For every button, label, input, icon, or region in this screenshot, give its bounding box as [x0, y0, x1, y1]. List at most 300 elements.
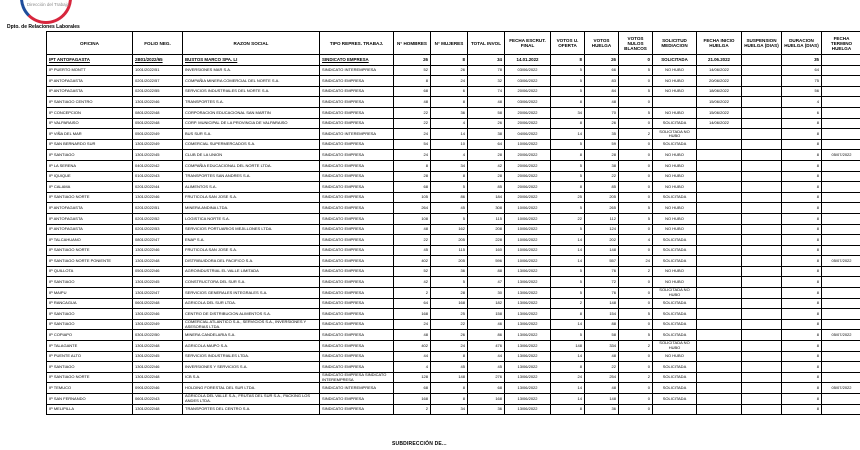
cell-votos-huelga: 148	[585, 245, 619, 256]
cell-votos-nulos-blancos: 5	[619, 213, 653, 224]
cell-suspension-huelga	[742, 150, 782, 161]
cell-total-invol: 44	[468, 351, 505, 362]
cell-tipo-repres-trabaj: SINDICATO INTEREMPRESA	[320, 383, 394, 394]
cell-n-hombres: 64	[394, 298, 431, 309]
cell-fecha-inicio-huelga	[697, 139, 742, 150]
cell-fecha-termino-huelga	[822, 171, 860, 182]
cell-n-mujeres: 86	[431, 192, 468, 203]
cell-folio-neg: 0501/2022/46	[133, 266, 183, 277]
cell-duracion-huelga: 4	[782, 97, 822, 108]
cell-tipo-repres-trabaj: SINDICATO EMPRESA	[320, 213, 394, 224]
cell-tipo-repres-trabaj: SINDICATO EMPRESA	[320, 309, 394, 320]
cell-n-hombres: 48	[394, 97, 431, 108]
cell-n-mujeres: 36	[431, 107, 468, 118]
header-n-mujeres: N° MUJERES	[431, 32, 468, 55]
cell-folio-neg: 1301/2022/46	[133, 362, 183, 373]
cell-fecha-escrut-final: 20/06/2022	[505, 107, 551, 118]
cell-duracion-huelga: 8	[782, 309, 822, 320]
cell-folio-neg: 1301/2022/46	[133, 192, 183, 203]
cell-fecha-escrut-final: 13/06/2022	[505, 266, 551, 277]
cell-fecha-escrut-final: 13/06/2022	[505, 351, 551, 362]
cell-tipo-repres-trabaj: SINDICATO EMPRESA	[320, 203, 394, 214]
header-tipo-repres-trabaj: TIPO REPRES. TRABAJ.	[320, 32, 394, 55]
cell-fecha-inicio-huelga	[697, 383, 742, 394]
cell-n-hombres: 22	[394, 235, 431, 246]
cell-n-hombres: 22	[394, 107, 431, 118]
cell-duracion-huelga: 8	[782, 118, 822, 129]
header-total-invol: TOTAL INVOL	[468, 32, 505, 55]
cell-n-mujeres: 5	[431, 182, 468, 193]
cell-votos-nulos-blancos: 5	[619, 86, 653, 97]
cell-total-invol: 45	[468, 362, 505, 373]
cell-duracion-huelga: 8	[782, 213, 822, 224]
cell-votos-u-oferta: 8	[551, 55, 585, 66]
cell-duracion-huelga: 8	[782, 404, 822, 415]
cell-fecha-escrut-final: 13/06/2022	[505, 341, 551, 352]
cell-votos-u-oferta: 148	[551, 341, 585, 352]
cell-fecha-inicio-huelga	[697, 404, 742, 415]
cell-votos-u-oferta: 5	[551, 171, 585, 182]
cell-n-hombres: 8	[394, 160, 431, 171]
cell-folio-neg: 0301/2022/50	[133, 330, 183, 341]
cell-n-mujeres: 10	[431, 139, 468, 150]
cell-fecha-escrut-final: 20/06/2022	[505, 171, 551, 182]
cell-oficina: IP IQUIQUE	[47, 171, 133, 182]
cell-tipo-repres-trabaj: SINDICATO EMPRESA	[320, 192, 394, 203]
cell-votos-huelga: 112	[585, 213, 619, 224]
cell-oficina: IP RANCAGUA	[47, 298, 133, 309]
cell-votos-huelga: 265	[585, 203, 619, 214]
cell-oficina: IP CALAMA	[47, 182, 133, 193]
cell-fecha-inicio-huelga	[697, 160, 742, 171]
table-row	[47, 129, 860, 140]
cell-votos-nulos-blancos: 0	[619, 55, 653, 66]
cell-razon-social: INVERSIONES MAR S.A.	[183, 65, 320, 76]
cell-n-hombres: 168	[394, 309, 431, 320]
table-row	[47, 372, 860, 383]
cell-fecha-inicio-huelga: 15/06/2022	[697, 97, 742, 108]
table-row	[47, 277, 860, 288]
cell-razon-social: CORP. MUNICIPAL DE LA PROVINCIA DE VALPARAISO	[183, 118, 320, 129]
cell-votos-nulos-blancos: 0	[619, 182, 653, 193]
cell-tipo-repres-trabaj: SINDICATO EMPRESA	[320, 245, 394, 256]
cell-solicitud-mediacion: SOLICITADA	[653, 330, 697, 341]
cell-tipo-repres-trabaj: SINDICATO EMPRESA	[320, 298, 394, 309]
footer-label: SUBDIRECCIÓN DE...	[392, 441, 447, 447]
cell-votos-huelga: 35	[585, 129, 619, 140]
cell-votos-huelga: 124	[585, 224, 619, 235]
cell-votos-huelga: 202	[585, 235, 619, 246]
cell-razon-social: SERVICIOS GENERALES INTEGRALES S.A.	[183, 288, 320, 299]
cell-fecha-escrut-final: 13/06/2022	[505, 298, 551, 309]
cell-solicitud-mediacion: SOLICITADA	[653, 192, 697, 203]
cell-tipo-repres-trabaj: SINDICATO EMPRESA	[320, 266, 394, 277]
table-row	[47, 76, 860, 87]
cell-votos-nulos-blancos: 0	[619, 150, 653, 161]
cell-n-hombres: 42	[394, 277, 431, 288]
table-row	[47, 203, 860, 214]
cell-tipo-repres-trabaj: SINDICATO EMPRESA	[320, 107, 394, 118]
cell-fecha-termino-huelga: 05/07/2022	[822, 256, 860, 267]
header-n-hombres: N° HOMBRES	[394, 32, 431, 55]
cell-fecha-inicio-huelga	[697, 203, 742, 214]
table-row	[47, 182, 860, 193]
cell-votos-u-oferta: 8	[551, 309, 585, 320]
cell-votos-huelga: 38	[585, 160, 619, 171]
cell-solicitud-mediacion: NO HUBO	[653, 277, 697, 288]
cell-razon-social: CLUB DE LA UNION	[183, 150, 320, 161]
cell-votos-huelga: 70	[585, 107, 619, 118]
cell-votos-nulos-blancos: 4	[619, 235, 653, 246]
cell-total-invol: 26	[468, 118, 505, 129]
cell-oficina: IP TALAGANTE	[47, 341, 133, 352]
cell-votos-u-oferta: 5	[551, 266, 585, 277]
cell-n-hombres: 26	[394, 55, 431, 66]
cell-votos-u-oferta: 8	[551, 182, 585, 193]
table-row	[47, 330, 860, 341]
table-row	[47, 213, 860, 224]
cell-fecha-termino-huelga	[822, 76, 860, 87]
cell-votos-u-oferta: 14	[551, 245, 585, 256]
cell-fecha-escrut-final: 10/06/2022	[505, 245, 551, 256]
cell-solicitud-mediacion: SOLICITADA	[653, 383, 697, 394]
cell-solicitud-mediacion: SOLICITADA	[653, 55, 697, 66]
cell-solicitud-mediacion: SOLICITADA	[653, 256, 697, 267]
cell-razon-social: ALIMENTOS S.A.	[183, 182, 320, 193]
cell-fecha-inicio-huelga	[697, 245, 742, 256]
cell-fecha-escrut-final: 10/06/2022	[505, 235, 551, 246]
cell-suspension-huelga	[742, 118, 782, 129]
cell-razon-social: DISTRIBUIDORA DEL PACIFICO S.A.	[183, 256, 320, 267]
cell-votos-nulos-blancos: 0	[619, 404, 653, 415]
cell-fecha-escrut-final: 04/06/2022	[505, 129, 551, 140]
cell-fecha-escrut-final: 03/06/2022	[505, 97, 551, 108]
cell-fecha-inicio-huelga: 20/06/2022	[697, 76, 742, 87]
cell-fecha-termino-huelga	[822, 245, 860, 256]
cell-total-invol: 64	[468, 139, 505, 150]
table-row	[47, 362, 860, 373]
cell-votos-nulos-blancos: 0	[619, 76, 653, 87]
cell-tipo-repres-trabaj: SINDICATO EMPRESA	[320, 256, 394, 267]
cell-suspension-huelga	[742, 341, 782, 352]
cell-tipo-repres-trabaj: SINDICATO EMPRESA	[320, 139, 394, 150]
table-row	[47, 86, 860, 97]
table-row	[47, 288, 860, 299]
table-row	[47, 256, 860, 267]
cell-fecha-inicio-huelga	[697, 171, 742, 182]
cell-oficina: IP SANTIAGO	[47, 319, 133, 330]
cell-oficina: IP TALCAHUANO	[47, 235, 133, 246]
cell-votos-nulos-blancos: 2	[619, 266, 653, 277]
cell-fecha-escrut-final: 10/06/2022	[505, 139, 551, 150]
cell-n-mujeres: 22	[431, 319, 468, 330]
table-row	[47, 383, 860, 394]
cell-total-invol: 30	[468, 288, 505, 299]
cell-tipo-repres-trabaj: SINDICATO EMPRESA	[320, 235, 394, 246]
cell-fecha-termino-huelga	[822, 213, 860, 224]
cell-razon-social: AGRICOLA MAIPO S.A.	[183, 341, 320, 352]
cell-votos-huelga: 148	[585, 298, 619, 309]
cell-fecha-termino-huelga	[822, 55, 860, 66]
cell-total-invol: 596	[468, 256, 505, 267]
cell-solicitud-mediacion: SOLICITADA	[653, 245, 697, 256]
cell-solicitud-mediacion: NO HUBO	[653, 224, 697, 235]
cell-suspension-huelga	[742, 362, 782, 373]
cell-votos-huelga: 76	[585, 288, 619, 299]
cell-votos-nulos-blancos: 0	[619, 277, 653, 288]
cell-fecha-escrut-final: 13/06/2022	[505, 319, 551, 330]
cell-duracion-huelga: 8	[782, 298, 822, 309]
strike-negotiations-table	[46, 31, 860, 415]
cell-votos-huelga: 48	[585, 97, 619, 108]
cell-duracion-huelga: 8	[782, 256, 822, 267]
cell-votos-nulos-blancos: 0	[619, 288, 653, 299]
cell-total-invol: 168	[468, 394, 505, 405]
cell-razon-social: COMPAÑIA EDUCACIONAL DEL NORTE LTDA.	[183, 160, 320, 171]
cell-fecha-termino-huelga	[822, 266, 860, 277]
cell-duracion-huelga: 6	[782, 107, 822, 118]
cell-oficina: IP SANTIAGO NORTE	[47, 372, 133, 383]
cell-votos-u-oferta: 8	[551, 362, 585, 373]
cell-n-mujeres: 205	[431, 235, 468, 246]
cell-razon-social: AGROINDUSTRIAL EL VALLE LIMITADA	[183, 266, 320, 277]
cell-fecha-inicio-huelga	[697, 309, 742, 320]
cell-n-hombres: 45	[394, 245, 431, 256]
cell-tipo-repres-trabaj: SINDICATO EMPRESA SINDICATO INTEREMPRESA	[320, 372, 394, 383]
cell-n-mujeres: 45	[431, 203, 468, 214]
cell-oficina: IP VIÑA DEL MAR	[47, 129, 133, 140]
cell-solicitud-mediacion: SOLICITADA NO HUBO	[653, 288, 697, 299]
header-votos-nulos-blancos: VOTOS NULOS BLANCOS	[619, 32, 653, 55]
cell-total-invol: 34	[468, 55, 505, 66]
cell-votos-nulos-blancos: 0	[619, 245, 653, 256]
cell-solicitud-mediacion	[653, 404, 697, 415]
cell-fecha-termino-huelga	[822, 139, 860, 150]
cell-votos-u-oferta: 8	[551, 118, 585, 129]
table-row	[47, 107, 860, 118]
table-row	[47, 65, 860, 76]
cell-total-invol: 32	[468, 76, 505, 87]
cell-votos-u-oferta: 14	[551, 235, 585, 246]
cell-total-invol: 86	[468, 330, 505, 341]
cell-votos-nulos-blancos: 0	[619, 298, 653, 309]
table-row	[47, 298, 860, 309]
cell-duracion-huelga: 35	[782, 55, 822, 66]
cell-votos-nulos-blancos: 0	[619, 97, 653, 108]
table-row	[47, 171, 860, 182]
table-body	[47, 55, 860, 415]
cell-folio-neg: 0501/2022/48	[133, 118, 183, 129]
cell-votos-nulos-blancos: 5	[619, 309, 653, 320]
cell-fecha-escrut-final: 20/06/2022	[505, 160, 551, 171]
cell-solicitud-mediacion: NO HUBO	[653, 171, 697, 182]
cell-razon-social: BUSTOS MARCO SPA. LI	[183, 55, 320, 66]
cell-duracion-huelga: 8	[782, 277, 822, 288]
cell-suspension-huelga	[742, 266, 782, 277]
table-row	[47, 160, 860, 171]
cell-suspension-huelga	[742, 160, 782, 171]
header-solicitud-mediacion: SOLICITUD MEDIACION	[653, 32, 697, 55]
cell-votos-huelga: 84	[585, 86, 619, 97]
cell-tipo-repres-trabaj: SINDICATO EMPRESA	[320, 224, 394, 235]
cell-total-invol: 308	[468, 203, 505, 214]
cell-n-hombres: 264	[394, 203, 431, 214]
cell-fecha-termino-huelga	[822, 319, 860, 330]
cell-n-hombres: 24	[394, 129, 431, 140]
cell-votos-u-oferta: 5	[551, 277, 585, 288]
cell-fecha-termino-huelga	[822, 107, 860, 118]
cell-tipo-repres-trabaj: SINDICATO EMPRESA	[320, 150, 394, 161]
cell-n-hombres: 52	[394, 266, 431, 277]
cell-votos-u-oferta: 24	[551, 372, 585, 383]
cell-tipo-repres-trabaj: SINDICATO EMPRESA	[320, 86, 394, 97]
cell-duracion-huelga: 8	[782, 182, 822, 193]
cell-total-invol: 184	[468, 192, 505, 203]
cell-suspension-huelga	[742, 309, 782, 320]
cell-total-invol: 78	[468, 65, 505, 76]
cell-votos-huelga: 88	[585, 319, 619, 330]
cell-tipo-repres-trabaj: SINDICATO EMPRESA	[320, 288, 394, 299]
cell-duracion-huelga: 8	[782, 245, 822, 256]
header-duracion-huelga: DURACION HUELGA (DIAS)	[782, 32, 822, 55]
cell-duracion-huelga: 8	[782, 235, 822, 246]
cell-fecha-termino-huelga	[822, 362, 860, 373]
cell-oficina: IP PUERTO MONTT	[47, 65, 133, 76]
cell-suspension-huelga	[742, 213, 782, 224]
cell-n-hombres: 4	[394, 362, 431, 373]
cell-votos-huelga: 148	[585, 394, 619, 405]
cell-votos-huelga: 205	[585, 192, 619, 203]
cell-suspension-huelga	[742, 256, 782, 267]
cell-n-mujeres: 162	[431, 224, 468, 235]
cell-tipo-repres-trabaj: SINDICATO INTEREMPRESA	[320, 65, 394, 76]
cell-solicitud-mediacion: SOLICITADA	[653, 394, 697, 405]
cell-votos-huelga: 76	[585, 266, 619, 277]
cell-total-invol: 68	[468, 383, 505, 394]
cell-razon-social: FRUTICOLA SAN JOSE S.A.	[183, 245, 320, 256]
cell-fecha-termino-huelga	[822, 394, 860, 405]
cell-folio-neg: 0201/2022/52	[133, 213, 183, 224]
cell-votos-nulos-blancos: 5	[619, 203, 653, 214]
cell-fecha-escrut-final: 13/06/2022	[505, 277, 551, 288]
cell-votos-nulos-blancos: 0	[619, 171, 653, 182]
cell-fecha-termino-huelga	[822, 277, 860, 288]
cell-fecha-inicio-huelga	[697, 362, 742, 373]
cell-n-hombres: 68	[394, 182, 431, 193]
cell-total-invol: 88	[468, 266, 505, 277]
cell-duracion-huelga: 8	[782, 319, 822, 330]
cell-total-invol: 228	[468, 235, 505, 246]
cell-folio-neg: 1301/2022/48	[133, 256, 183, 267]
cell-folio-neg: 0201/2022/55	[133, 86, 183, 97]
cell-oficina: IP SANTIAGO	[47, 309, 133, 320]
cell-folio-neg: 1301/2022/46	[133, 309, 183, 320]
cell-n-hombres: 108	[394, 213, 431, 224]
cell-total-invol: 115	[468, 213, 505, 224]
cell-n-hombres: 28	[394, 171, 431, 182]
cell-fecha-inicio-huelga	[697, 192, 742, 203]
cell-tipo-repres-trabaj: SINDICATO INTEREMPRESA	[320, 129, 394, 140]
cell-oficina: IP SANTIAGO	[47, 150, 133, 161]
cell-suspension-huelga	[742, 404, 782, 415]
header-folio-neg: FOLIO NEG.	[133, 32, 183, 55]
cell-votos-u-oferta: 8	[551, 150, 585, 161]
cell-oficina: IP QUILLOTA	[47, 266, 133, 277]
cell-folio-neg: 1301/2022/46	[133, 97, 183, 108]
cell-fecha-termino-huelga	[822, 288, 860, 299]
cell-tipo-repres-trabaj: SINDICATO EMPRESA	[320, 341, 394, 352]
cell-votos-u-oferta: 5	[551, 224, 585, 235]
cell-n-hombres: 128	[394, 372, 431, 383]
cell-solicitud-mediacion: SOLICITADA	[653, 235, 697, 246]
cell-duracion-huelga: 8	[782, 330, 822, 341]
cell-fecha-escrut-final: 13/06/2022	[505, 404, 551, 415]
cell-votos-u-oferta: 8	[551, 404, 585, 415]
cell-votos-nulos-blancos: 2	[619, 372, 653, 383]
cell-suspension-huelga	[742, 86, 782, 97]
cell-duracion-huelga: 75	[782, 76, 822, 87]
cell-fecha-termino-huelga	[822, 298, 860, 309]
cell-fecha-termino-huelga	[822, 341, 860, 352]
cell-duracion-huelga: 8	[782, 341, 822, 352]
cell-oficina: IP PUENTE ALTO	[47, 351, 133, 362]
header-fecha-inicio-huelga: FECHA INICIO HUELGA	[697, 32, 742, 55]
cell-votos-huelga: 48	[585, 383, 619, 394]
cell-votos-nulos-blancos: 0	[619, 224, 653, 235]
cell-votos-u-oferta: 22	[551, 213, 585, 224]
cell-duracion-huelga: 8	[782, 266, 822, 277]
cell-suspension-huelga	[742, 129, 782, 140]
cell-oficina: IP CONCEPCION	[47, 107, 133, 118]
cell-fecha-escrut-final: 13/06/2022	[505, 394, 551, 405]
header-fecha-termino-huelga: FECHA TERMINO HUELGA	[822, 32, 860, 55]
cell-suspension-huelga	[742, 288, 782, 299]
cell-fecha-inicio-huelga	[697, 277, 742, 288]
cell-fecha-escrut-final: 10/06/2022	[505, 224, 551, 235]
cell-total-invol: 36	[468, 404, 505, 415]
cell-razon-social: SERVICIOS INDUSTRIALES LTDA.	[183, 351, 320, 362]
cell-votos-huelga: 22	[585, 362, 619, 373]
cell-oficina: IP SANTIAGO	[47, 277, 133, 288]
table-row	[47, 150, 860, 161]
cell-duracion-huelga: 8	[782, 288, 822, 299]
table-row	[47, 404, 860, 415]
cell-fecha-escrut-final: 14.01.2022	[505, 55, 551, 66]
cell-fecha-escrut-final: 10/06/2022	[505, 213, 551, 224]
cell-tipo-repres-trabaj: SINDICATO EMPRESA	[320, 55, 394, 66]
cell-n-mujeres: 4	[431, 118, 468, 129]
cell-razon-social: CORPORACION EDUCACIONAL SAN MARTIN	[183, 107, 320, 118]
cell-razon-social: CENTRO DE DISTRIBUCION ALIMENTOS S.A.	[183, 309, 320, 320]
cell-tipo-repres-trabaj: SINDICATO EMPRESA	[320, 171, 394, 182]
cell-solicitud-mediacion: NO HUBO	[653, 65, 697, 76]
cell-n-hombres: 44	[394, 351, 431, 362]
cell-tipo-repres-trabaj: SINDICATO EMPRESA	[320, 351, 394, 362]
cell-folio-neg: 0601/2022/48	[133, 298, 183, 309]
cell-duracion-huelga: 8	[782, 150, 822, 161]
cell-fecha-inicio-huelga	[697, 224, 742, 235]
cell-total-invol: 74	[468, 86, 505, 97]
logo-text: Dirección del Trabajo	[26, 2, 70, 7]
cell-n-mujeres: 148	[431, 372, 468, 383]
table-row	[47, 224, 860, 235]
cell-votos-nulos-blancos: 0	[619, 362, 653, 373]
cell-oficina: IP ANTOFAGASTA	[47, 203, 133, 214]
cell-tipo-repres-trabaj: SINDICATO EMPRESA	[320, 76, 394, 87]
header-votos-huelga: VOTOS HUELGA	[585, 32, 619, 55]
cell-votos-nulos-blancos: 0	[619, 394, 653, 405]
cell-duracion-huelga: 8	[782, 171, 822, 182]
